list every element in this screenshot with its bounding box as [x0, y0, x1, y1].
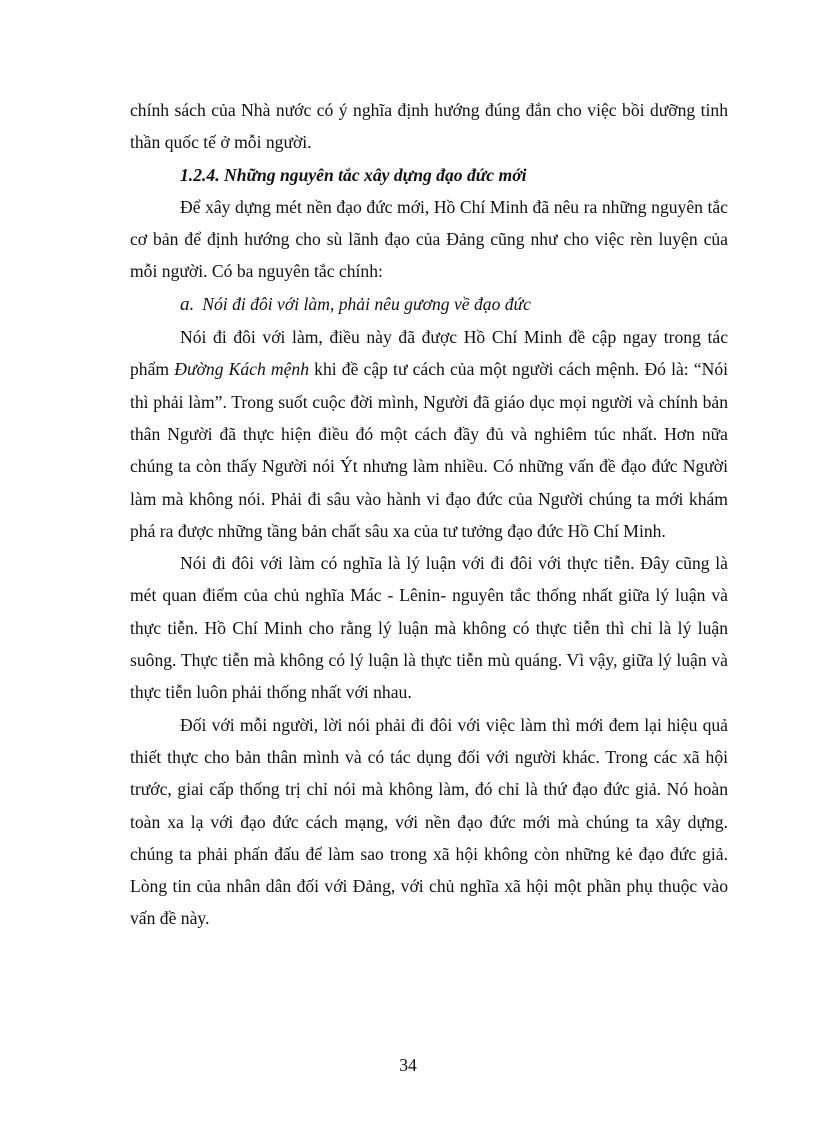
paragraph-3: Đối với mỗi người, lời nói phải đi đôi với việc làm thì mới đem lại hiệu quả thiết thực cho bản thân mình và có tác dụng đối với người khác. Trong các xã hội trước, giai cấp thống trị chỉ nói mà không làm, đó chỉ là thứ đạo đức giả. Nó hoàn toàn xa lạ với đạo đức cách mạng, với nền đạo đức mới mà chúng ta xây dựng. chúng ta phải phấn đấu để làm sao trong xã hội không còn những kẻ đạo đức giả. Lòng tin của nhân dân đối với Đảng, với chủ nghĩa xã hội một phần phụ thuộc vào vấn đề này.: [130, 714, 728, 929]
page-number: 34: [399, 1055, 417, 1075]
section-heading: 1.2.4. Những nguyên tắc xây dựng đạo đức mới: [180, 164, 527, 185]
sub-heading: [130, 288, 728, 321]
paragraph-1: [130, 321, 728, 547]
paragraph-2: Nói đi đôi với làm có nghĩa là lý luận với đi đôi với thực tiễn. Đây cũng là mét quan điểm của chủ nghĩa Mác - Lênin- nguyên tắc thống nhất giữa lý luận và thực tiễn. Hồ Chí Minh cho rằng lý luận mà không có thực tiễn thì chỉ là lý luận suông. Thực tiễn mà không có lý luận là thực tiễn mù quáng. Vì vậy, giữa lý luận và thực tiễn luôn phải thống nhất với nhau.: [130, 553, 728, 703]
document-body: [130, 94, 728, 935]
paragraph-1-part-b: khi đề cập tư cách của một người cách mệnh. Đó là: “Nói thì phải làm”. Trong suốt cuộc đời mình, Người đã giáo dục mọi người và chính bản thân Người đã thực hiện điều đó một cách đầy đủ và nghiêm túc nhất. Hơn nữa chúng ta còn thấy Người nói Ýt nhưng làm nhiều. Có những vấn đề đạo đức Người làm mà không nói. Phải đi sâu vào hành vi đạo đức của Người chúng ta mới khám phá ra được những tầng bản chất sâu xa của tư tưởng đạo đức Hồ Chí Minh.: [130, 359, 728, 541]
sub-heading-marker: a.: [180, 293, 195, 315]
continuation-paragraph: chính sách của Nhà nước có ý nghĩa định hướng đúng đắn cho việc bồi dưỡng tinh thần quốc tế ở mỗi người.: [130, 100, 728, 153]
intro-paragraph: Để xây dựng mét nền đạo đức mới, Hồ Chí Minh đã nêu ra những nguyên tắc cơ bản để định hướng cho sù lãnh đạo của Đảng cũng như cho việc rèn luyện của mỗi người. Có ba nguyên tắc chính:: [130, 196, 728, 282]
book-title: Đường Kách mệnh: [174, 359, 310, 380]
sub-heading-text: Nói đi đôi với làm, phải nêu gương về đạo đức: [202, 293, 531, 314]
paragraph-1-part-a: Nói đi đôi với làm, điều này đã được Hồ Chí Minh đề cập ngay trong tác phẩm: [130, 327, 728, 380]
